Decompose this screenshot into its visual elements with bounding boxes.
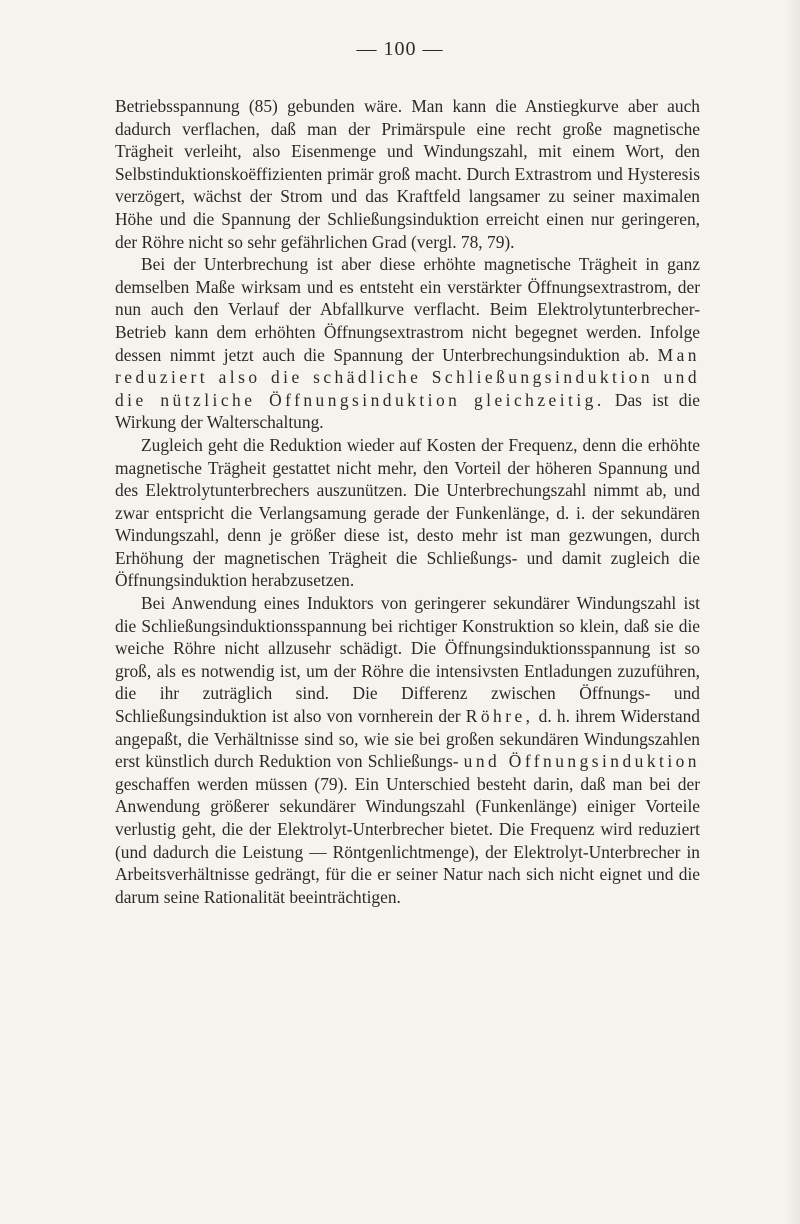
page-number: — 100 —	[356, 38, 444, 60]
paragraph-2-emphasis: Man reduziert also die schädliche Schließungsinduktion und die nützliche Öffnungsinduktion gleichzeitig.	[115, 344, 700, 410]
paragraph-4-text-c: geschaffen werden müssen (79). Ein Unterschied besteht darin, daß man bei der Anwendung größerer sekundärer Windungszahl (Funkenlänge) einiger Vorteile verlustig geht, die der Elektrolyt-Unterbrecher bietet. Die Frequenz wird reduziert (und dadurch die Leistung — Röntgenlichtmenge), der Elektrolyt-Unterbrecher in Arbeitsverhältnisse gedrängt, für die er seiner Natur nach sich nicht eignet und die darum seine Rationalität beeinträchtigen.	[115, 773, 700, 907]
page-edge-shadow	[786, 0, 800, 1224]
paragraph-4-emphasis-roehre: Röhre,	[465, 706, 534, 727]
body-text	[115, 95, 700, 908]
paragraph-2	[115, 253, 700, 434]
paragraph-2-closing: Das ist die Wirkung der Walterschaltung.	[115, 389, 701, 433]
paragraph-2-text: Bei der Unterbrechung ist aber diese erhöhte magnetische Trägheit in ganz demselben Maße wirksam und es entsteht ein verstärkter Öffnungsextrastrom, der nun auch den Verlauf der Abfallkurve verflacht. Beim Elektrolytunterbrecher-Betrieb kann dem erhöhten Öffnungsextrastrom nicht begegnet werden. Infolge dessen nimmt jetzt auch die Spannung der Unterbrechungsinduktion ab.	[115, 254, 700, 365]
paragraph-3: Zugleich geht die Reduktion wieder auf Kosten der Frequenz, denn die erhöhte magnetische Trägheit gestattet nicht mehr, den Vorteil der höheren Spannung und des Elektrolytunterbrechers auszunützen. Die Unterbrechungszahl nimmt ab, und zwar entspricht die Verlangsamung gerade der Funkenlänge, d. i. der sekundären Windungszahl, denn je größer diese ist, desto mehr ist man gezwungen, durch Erhöhung der magnetischen Trägheit die Schließungs- und damit zugleich die Öffnungsinduktion herabzusetzen.	[115, 434, 700, 591]
paragraph-4-text-b: d. h. ihrem Widerstand angepaßt, die Verhältnisse sind so, wie sie bei großen sekundären Windungszahlen erst künstlich durch Reduktion von Schließungs-	[115, 706, 700, 772]
paragraph-4-text-a: Bei Anwendung eines Induktors von geringerer sekundärer Windungszahl ist die Schließungsinduktionsspannung bei richtiger Konstruktion so klein, daß sie die weiche Röhre nicht allzusehr schädigt. Die Öffnungsinduktionsspannung ist so groß, als es notwendig ist, um der Röhre die intensivsten Entladungen zuzuführen, die ihr zuträglich sind. Die Differenz zwischen Öffnungs- und Schließungsinduktion ist also von vornherein der	[115, 593, 700, 727]
paragraph-1: Betriebsspannung (85) gebunden wäre. Man kann die Anstiegkurve aber auch dadurch verflachen, daß man der Primärspule eine recht große magnetische Trägheit verleiht, also Eisenmenge und Windungszahl, mit einem Wort, den Selbstinduktionskoëffizienten primär groß macht. Durch Extrastrom und Hysteresis verzögert, wächst der Strom und das Kraftfeld langsamer zu seiner maximalen Höhe und die Spannung der Schließungsinduktion erreicht einen nur geringeren, der Röhre nicht so sehr gefährlichen Grad (vergl. 78, 79).	[115, 96, 700, 252]
paragraph-4-emphasis-induktion: und Öffnungsinduktion	[463, 751, 700, 772]
paragraph-4	[115, 592, 700, 908]
